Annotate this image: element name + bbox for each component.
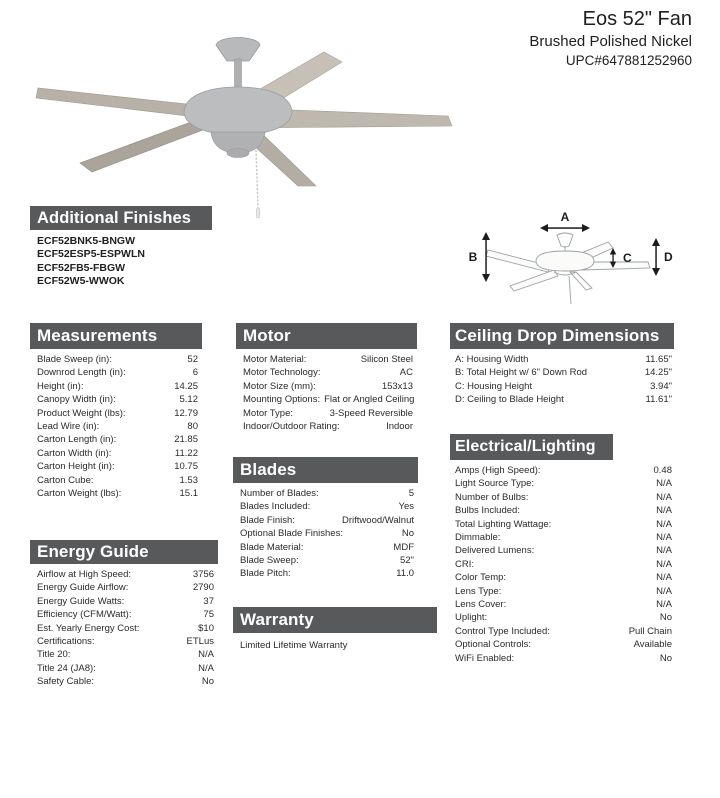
spec-value: N/A	[656, 505, 672, 517]
spec-label: Energy Guide Watts:	[37, 595, 125, 607]
diagram-label-b: B	[468, 250, 478, 264]
blades-section	[233, 457, 418, 581]
diagram-label-a: A	[560, 210, 570, 224]
spec-value: 1.53	[179, 474, 198, 486]
spec-row	[37, 487, 198, 500]
spec-row	[240, 500, 414, 513]
spec-value: N/A	[656, 478, 672, 490]
spec-value: N/A	[656, 585, 672, 597]
spec-value: 11.0	[396, 568, 414, 580]
finish-code: ECF52W5-WWOK	[37, 275, 125, 288]
spec-row	[455, 585, 672, 598]
spec-row	[240, 487, 414, 500]
spec-row	[455, 544, 672, 557]
spec-row	[455, 638, 672, 651]
spec-row	[37, 460, 198, 473]
spec-value: N/A	[656, 491, 672, 503]
spec-row	[240, 514, 414, 527]
spec-value: N/A	[656, 599, 672, 611]
spec-row	[243, 393, 413, 406]
fan-switch-cap	[227, 149, 249, 158]
finish-code: ECF52FB5-FBGW	[37, 261, 126, 274]
spec-row	[37, 581, 214, 594]
spec-label: Efficiency (CFM/Watt):	[37, 609, 132, 621]
spec-value: 2790	[192, 582, 214, 594]
spec-row	[455, 611, 672, 624]
finish-code-list	[30, 230, 212, 289]
spec-value: Available	[633, 639, 672, 651]
spec-value: 14.25"	[644, 367, 672, 379]
spec-label: Color Temp:	[455, 572, 507, 584]
spec-label: Light Source Type:	[455, 478, 535, 490]
spec-label: Motor Material:	[243, 354, 307, 365]
spec-value: MDF	[393, 541, 414, 553]
spec-row	[455, 380, 672, 393]
spec-value: 3-Speed Reversible	[329, 407, 413, 419]
spec-row	[37, 474, 198, 487]
spec-row	[37, 433, 198, 446]
spec-label: Carton Height (in):	[37, 461, 115, 473]
spec-label: Motor Technology:	[243, 367, 321, 379]
blades-heading: Blades	[233, 457, 418, 483]
spec-label: A: Housing Width	[455, 354, 529, 365]
spec-label: Motor Size (mm):	[243, 380, 316, 392]
spec-value: 0.48	[653, 465, 672, 476]
spec-value: 5.12	[179, 394, 198, 406]
spec-label: Downrod Length (in):	[37, 367, 126, 379]
spec-value: Yes	[398, 501, 414, 513]
spec-label: Carton Width (in):	[37, 447, 112, 459]
spec-row	[37, 675, 214, 688]
product-upc: UPC#647881252960	[565, 53, 692, 68]
motor-heading: Motor	[236, 323, 417, 349]
spec-row	[240, 567, 414, 580]
spec-label: Lead Wire (in):	[37, 421, 100, 433]
spec-value: No	[659, 652, 672, 664]
spec-row	[455, 464, 672, 477]
spec-label: Lens Type:	[455, 585, 502, 597]
spec-value: 15.1	[179, 488, 198, 500]
finish-code: ECF52ESP5-ESPWLN	[37, 248, 145, 261]
spec-value: Pull Chain	[628, 625, 672, 637]
product-title: Eos 52" Fan	[582, 8, 692, 30]
spec-value: No	[401, 528, 414, 540]
spec-value: N/A	[656, 545, 672, 557]
spec-row	[455, 504, 672, 517]
spec-value: N/A	[656, 532, 672, 544]
spec-label: Carton Length (in):	[37, 434, 117, 446]
measurements-rows	[30, 349, 202, 500]
spec-value: 14.25	[174, 380, 198, 392]
spec-label: Product Weight (lbs):	[37, 407, 126, 419]
warranty-heading: Warranty	[233, 607, 437, 633]
diagram-label-c: C	[623, 251, 632, 265]
electrical-lighting-rows	[450, 460, 674, 665]
spec-row	[455, 531, 672, 544]
spec-value: N/A	[198, 649, 214, 661]
ceiling-drop-diagram	[458, 190, 714, 318]
spec-label: Title 24 (JA8):	[37, 662, 96, 674]
spec-row	[37, 407, 198, 420]
spec-label: Control Type Included:	[455, 625, 550, 637]
spec-row	[240, 527, 414, 540]
spec-value: N/A	[198, 662, 214, 674]
spec-value: 3756	[192, 569, 214, 580]
spec-row	[37, 595, 214, 608]
spec-row	[37, 393, 198, 406]
spec-row	[243, 420, 413, 433]
spec-value: 153x13	[381, 380, 413, 392]
spec-label: Title 20:	[37, 649, 71, 661]
spec-value: Flat or Angled Ceiling	[324, 394, 415, 406]
fan-canopy	[216, 38, 260, 62]
spec-value: 6	[192, 367, 198, 379]
spec-row	[37, 622, 214, 635]
spec-label: Safety Cable:	[37, 676, 95, 688]
spec-value: 11.61"	[645, 394, 672, 406]
spec-label: D: Ceiling to Blade Height	[455, 394, 564, 406]
spec-value: 52"	[400, 555, 414, 567]
motor-section	[236, 323, 417, 433]
fan-pull-chain	[256, 150, 258, 208]
spec-label: Lens Cover:	[455, 599, 507, 611]
spec-value: 11.65"	[645, 354, 672, 365]
spec-label: Motor Type:	[243, 407, 293, 419]
spec-value: $10	[198, 622, 214, 634]
spec-value: 5	[408, 488, 414, 499]
energy-guide-rows	[30, 564, 218, 689]
spec-label: C: Housing Height	[455, 380, 533, 392]
spec-label: Number of Bulbs:	[455, 491, 529, 503]
spec-row	[455, 518, 672, 531]
spec-row	[37, 366, 198, 379]
spec-row	[455, 393, 672, 406]
spec-row	[455, 652, 672, 665]
spec-label: Dimmable:	[455, 532, 501, 544]
spec-value: N/A	[656, 572, 672, 584]
electrical-lighting-section	[450, 434, 674, 665]
measurements-heading: Measurements	[30, 323, 202, 349]
spec-value: N/A	[656, 518, 672, 530]
spec-row	[455, 366, 672, 379]
spec-label: WiFi Enabled:	[455, 652, 515, 664]
spec-value: 3.94"	[650, 380, 672, 392]
spec-value: 21.85	[174, 434, 198, 446]
spec-row	[37, 568, 214, 581]
spec-label: Uplight:	[455, 612, 488, 624]
spec-label: Airflow at High Speed:	[37, 569, 131, 580]
spec-value: 80	[187, 421, 198, 433]
spec-label: Carton Cube:	[37, 474, 94, 486]
spec-label: Blade Sweep:	[240, 555, 299, 567]
energy-guide-heading: Energy Guide	[30, 540, 218, 564]
spec-row	[455, 477, 672, 490]
spec-row	[455, 625, 672, 638]
spec-row	[240, 554, 414, 567]
spec-row	[37, 635, 214, 648]
spec-value: ETLus	[186, 636, 214, 648]
diagram-label-d: D	[664, 250, 673, 264]
spec-row	[243, 353, 413, 366]
ceiling-drop-section	[450, 323, 674, 407]
spec-label: Blade Material:	[240, 541, 304, 553]
spec-label: Optional Blade Finishes:	[240, 528, 343, 540]
ceiling-drop-heading: Ceiling Drop Dimensions	[450, 323, 674, 349]
spec-row	[37, 420, 198, 433]
spec-label: Optional Controls:	[455, 639, 532, 651]
spec-row	[455, 491, 672, 504]
spec-value: N/A	[656, 558, 672, 570]
spec-label: CRI:	[455, 558, 474, 570]
spec-label: B: Total Height w/ 6" Down Rod	[455, 367, 588, 379]
energy-guide-section	[30, 540, 218, 689]
warranty-section	[233, 607, 437, 652]
finish-code: ECF52BNK5-BNGW	[37, 235, 136, 247]
spec-label: Total Lighting Wattage:	[455, 518, 552, 530]
spec-value: Driftwood/Walnut	[342, 514, 414, 526]
spec-label: Mounting Options:	[243, 394, 321, 406]
electrical-lighting-heading: Electrical/Lighting	[450, 434, 613, 460]
additional-finishes-section	[30, 206, 212, 289]
spec-row	[243, 380, 413, 393]
title-block	[529, 7, 692, 70]
product-finish: Brushed Polished Nickel	[529, 33, 692, 50]
spec-row	[37, 662, 214, 675]
spec-label: Amps (High Speed):	[455, 465, 541, 476]
spec-value: No	[659, 612, 672, 624]
spec-value: 12.79	[174, 407, 198, 419]
fan-pull-chain-tip	[256, 208, 259, 218]
spec-value: 37	[203, 595, 214, 607]
spec-value: 52	[187, 354, 198, 365]
spec-row	[455, 353, 672, 366]
spec-value: AC	[399, 367, 413, 379]
additional-finishes-heading: Additional Finishes	[30, 206, 212, 230]
spec-value: No	[201, 676, 214, 688]
spec-value: Silicon Steel	[360, 354, 413, 365]
spec-row	[243, 366, 413, 379]
spec-label: Indoor/Outdoor Rating:	[243, 421, 340, 433]
spec-value: 75	[203, 609, 214, 621]
spec-label: Energy Guide Airflow:	[37, 582, 129, 594]
spec-row	[240, 541, 414, 554]
spec-label: Height (in):	[37, 380, 84, 392]
spec-label: Blades Included:	[240, 501, 311, 513]
spec-label: Number of Blades:	[240, 488, 319, 499]
spec-value: 11.22	[174, 447, 198, 459]
spec-row	[37, 608, 214, 621]
spec-row	[37, 447, 198, 460]
spec-label: Blade Finish:	[240, 514, 295, 526]
spec-label: Delivered Lumens:	[455, 545, 535, 557]
warranty-text: Limited Lifetime Warranty	[240, 640, 348, 651]
motor-rows	[236, 349, 417, 433]
spec-label: Blade Pitch:	[240, 568, 291, 580]
spec-row	[37, 353, 198, 366]
fan-product-image	[28, 4, 458, 219]
spec-label: Certifications:	[37, 636, 95, 648]
spec-row	[37, 380, 198, 393]
spec-label: Bulbs Included:	[455, 505, 520, 517]
spec-row	[455, 598, 672, 611]
spec-label: Est. Yearly Energy Cost:	[37, 622, 140, 634]
blades-rows	[233, 483, 418, 581]
ceiling-drop-rows	[450, 349, 674, 407]
spec-row	[455, 558, 672, 571]
spec-label: Blade Sweep (in):	[37, 354, 112, 365]
spec-row	[455, 571, 672, 584]
spec-label: Canopy Width (in):	[37, 394, 116, 406]
fan-motor-housing	[184, 87, 292, 135]
diagram-fan-outline	[486, 233, 650, 304]
spec-row	[37, 648, 214, 661]
spec-value: 10.75	[174, 461, 198, 473]
measurements-section	[30, 323, 202, 500]
spec-row	[243, 407, 413, 420]
spec-value: Indoor	[386, 421, 413, 433]
spec-label: Carton Weight (lbs):	[37, 488, 122, 500]
